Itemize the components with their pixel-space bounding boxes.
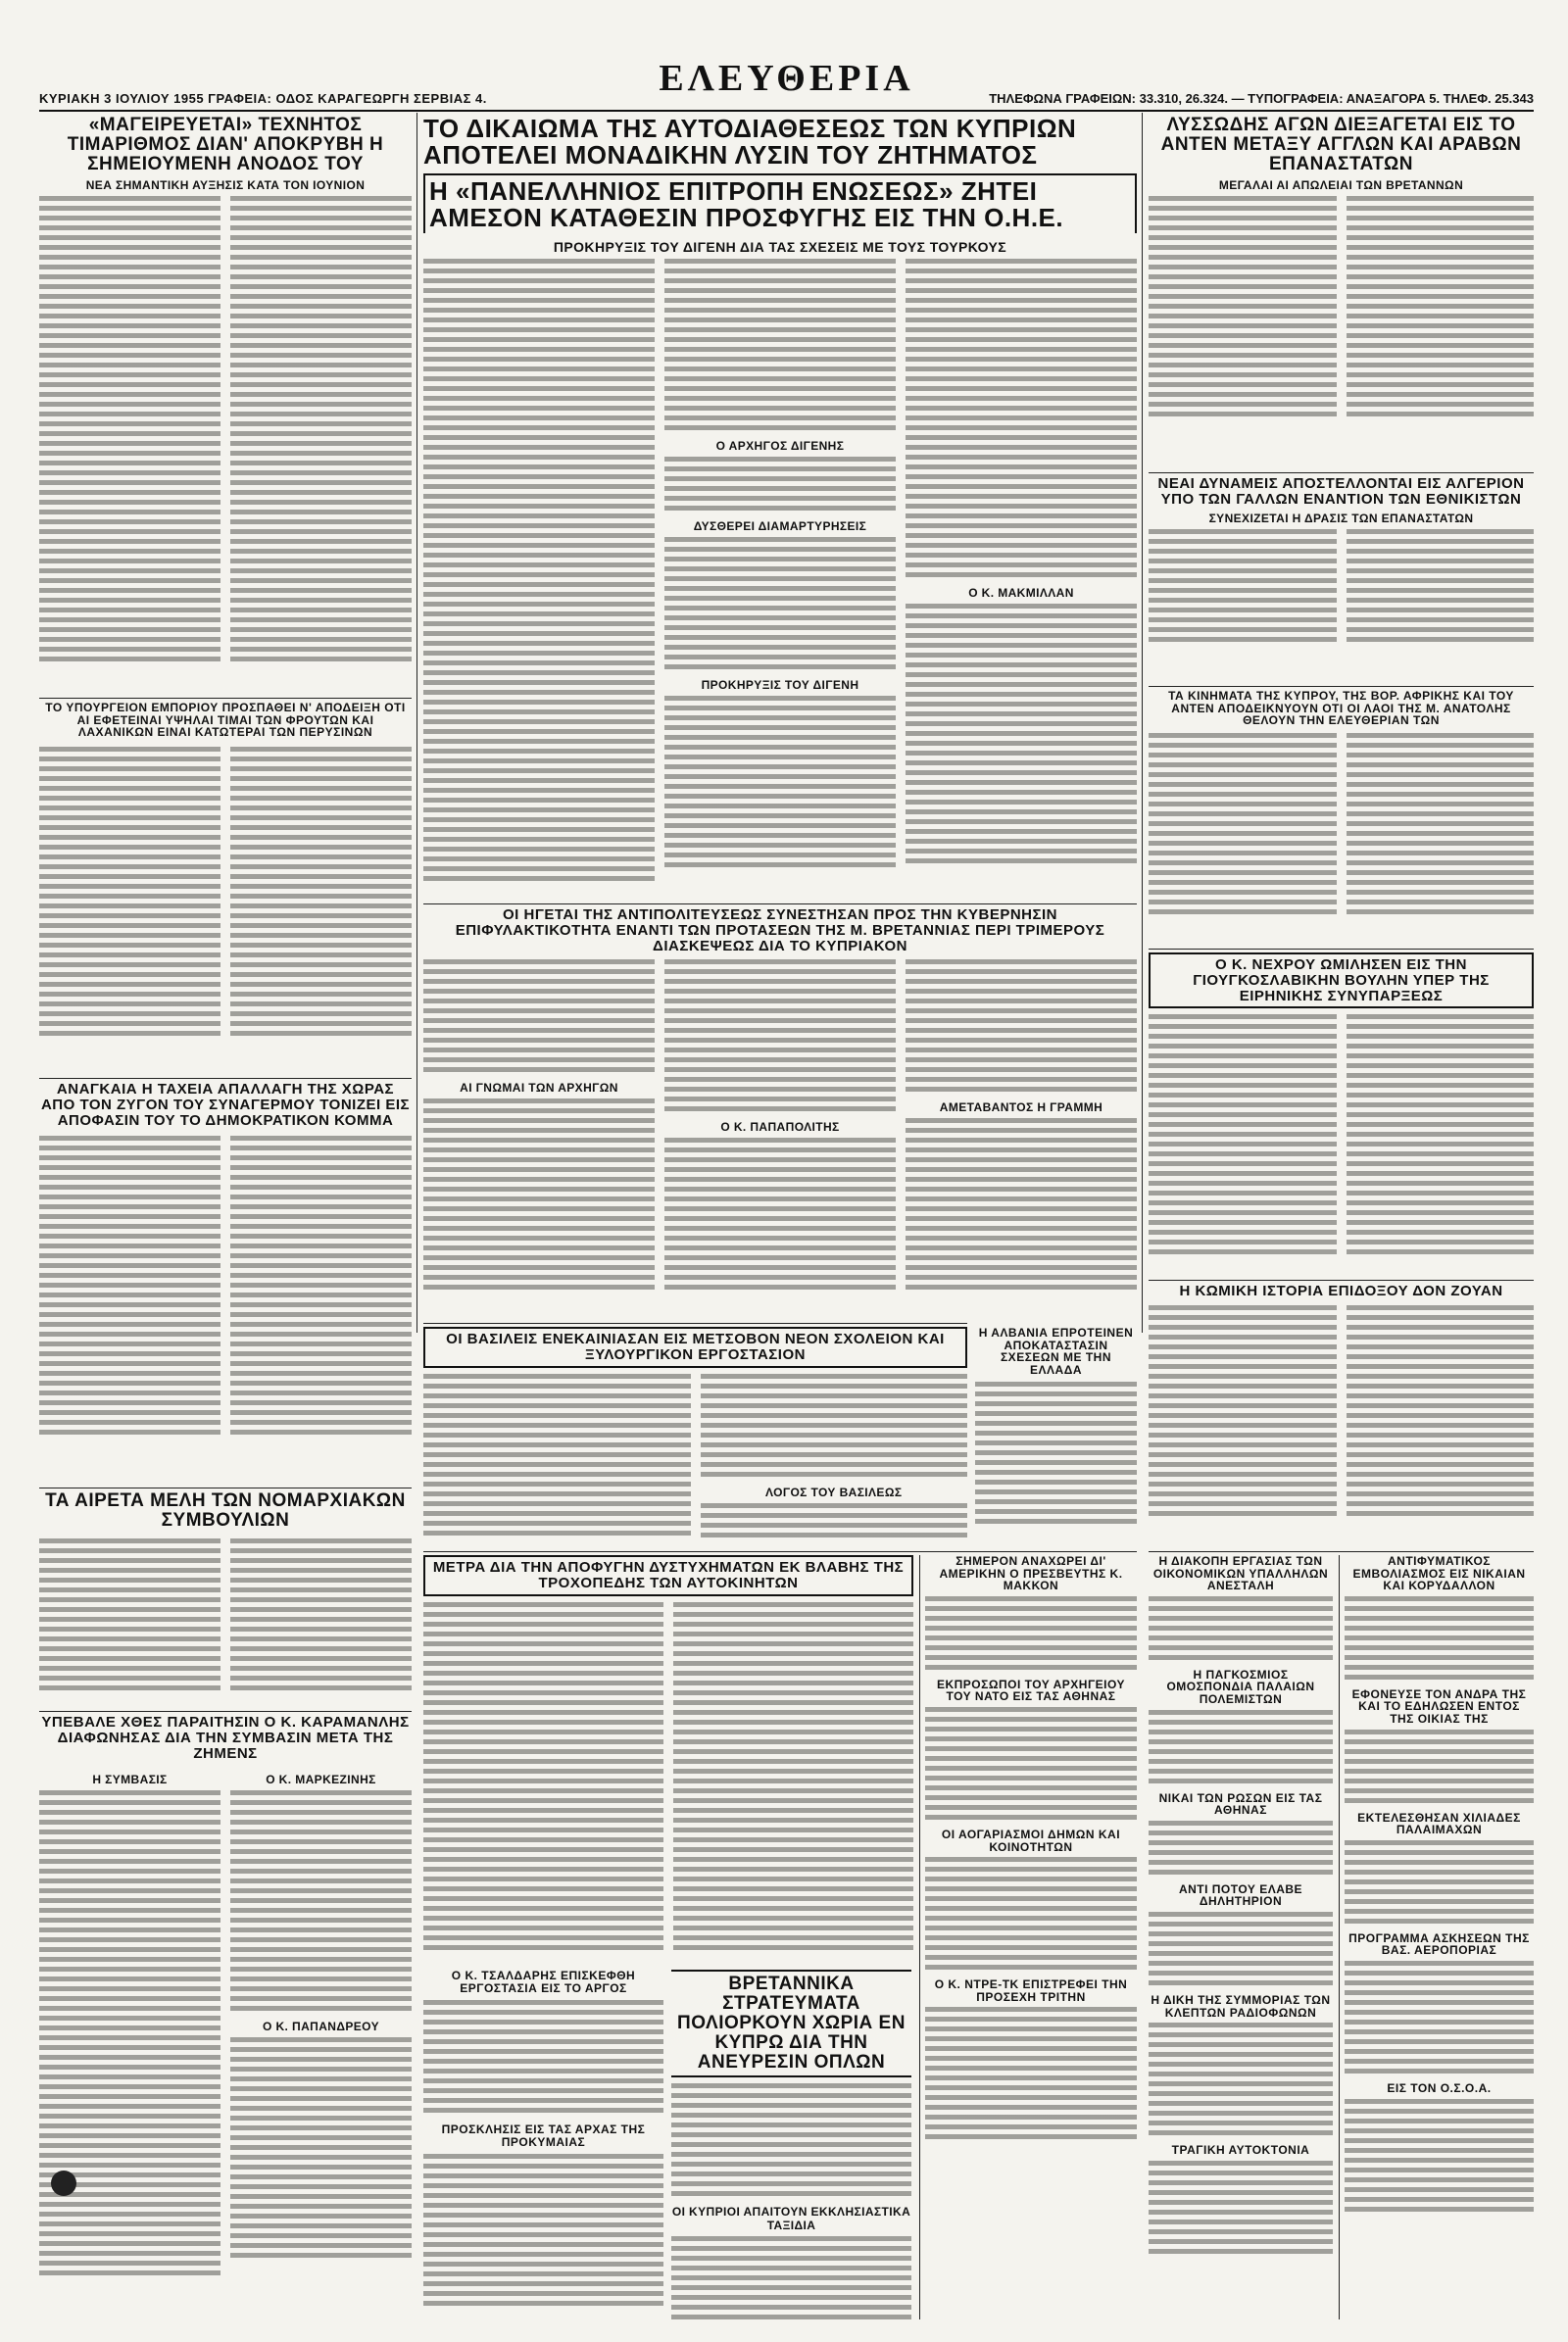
article-subheadline: ΑΙ ΓΝΩΜΑΙ ΤΩΝ ΑΡΧΗΓΩΝ: [460, 1081, 618, 1096]
article-headline: Η ΚΩΜΙΚΗ ΙΣΤΟΡΙΑ ΕΠΙΔΟΞΟΥ ΔΟΝ ΖΟΥΑΝ: [1179, 1284, 1503, 1299]
divider: [423, 1551, 1137, 1552]
article-headline: ΤΑ ΑΙΡΕΤΑ ΜΕΛΗ ΤΩΝ ΝΟΜΑΡΧΙΑΚΩΝ ΣΥΜΒΟΥΛΙΩΝ: [45, 1491, 406, 1531]
article-headline: ΜΕΤΡΑ ΔΙΑ ΤΗΝ ΑΠΟΦΥΓΗΝ ΔΥΣΤΥΧΗΜΑΤΩΝ ΕΚ ΒΛΑΒΗΣ ΤΗΣ ΤΡΟΧΟΠΕΔΗΣ ΤΩΝ ΑΥΤΟΚΙΝΗΤΩΝ: [423, 1555, 913, 1596]
article-headline: ΝΕΑΙ ΔΥΝΑΜΕΙΣ ΑΠΟΣΤΕΛΛΟΝΤΑΙ ΕΙΣ ΑΛΓΕΡΙΟΝ ΥΠΟ ΤΩΝ ΓΑΛΛΩΝ ΕΝΑΝΤΙΟΝ ΤΩΝ ΕΘΝΙΚΙΣΤΩΝ: [1157, 476, 1525, 508]
divider: [1149, 1551, 1534, 1552]
article-subheadline: Ο ΑΡΧΗΓΟΣ ΔΙΓΕΝΗΣ: [715, 439, 845, 453]
article-headline: ΑΝΤΙΦΥΜΑΤΙΚΟΣ ΕΜΒΟΛΙΑΣΜΟΣ ΕΙΣ ΝΙΚΑΙΑΝ ΚΑΙ ΚΟΡΥΔΑΛΛΟΝ: [1352, 1555, 1526, 1593]
article-headline: ΤΟ ΔΙΚΑΙΩΜΑ ΤΗΣ ΑΥΤΟΔΙΑΘΕΣΕΩΣ ΤΩΝ ΚΥΠΡΙΩΝ ΑΠΟΤΕΛΕΙ ΜΟΝΑΔΙΚΗΝ ΛΥΣΙΝ ΤΟΥ ΖΗΤΗΜΑΤΟΣ: [423, 116, 1077, 171]
article-albania: [975, 1327, 1137, 1547]
article-headline: Ο Κ. ΝΕΧΡΟΥ ΩΜΙΛΗΣΕΝ ΕΙΣ ΤΗΝ ΓΙΟΥΓΚΟΣΛΑΒΙΚΗΝ ΒΟΥΛΗΝ ΥΠΕΡ ΤΗΣ ΕΙΡΗΝΙΚΗΣ ΣΥΝΥΠΑΡΞΕΩΣ: [1149, 952, 1534, 1008]
divider: [39, 1078, 412, 1079]
dateline: ΚΥΡΙΑΚΗ 3 ΙΟΥΛΙΟΥ 1955 ΓΡΑΦΕΙΑ: ΟΔΟΣ ΚΑΡΑΓΕΩΡΓΗ ΣΕΡΒΙΑΣ 4.: [39, 91, 487, 106]
article-middle-east-movements: [1149, 690, 1534, 945]
article-headline: Η ΔΙΚΗ ΤΗΣ ΣΥΜΜΟΡΙΑΣ ΤΩΝ ΚΛΕΠΤΩΝ ΡΑΔΙΟΦΩΝΩΝ: [1151, 1992, 1331, 2020]
article-subheadline: Ο Κ. ΠΑΠΑΠΟΛΙΤΗΣ: [720, 1120, 840, 1135]
article-subheadline: ΣΥΝΕΧΙΖΕΤΑΙ Η ΔΡΑΣΙΣ ΤΩΝ ΕΠΑΝΑΣΤΑΤΩΝ: [1208, 511, 1474, 525]
column-divider: [919, 1555, 920, 2319]
article-tsaldaris-argos: [423, 1970, 663, 2322]
article-headline: ΤΡΑΓΙΚΗ ΑΥΤΟΚΤΟΝΙΑ: [1171, 2143, 1310, 2158]
article-headline: Ο Κ. ΝΤΡΕ-ΤΚ ΕΠΙΣΤΡΕΦΕΙ ΤΗΝ ΠΡΟΣΕΧΗ ΤΡΙΤΗΝ: [934, 1977, 1128, 2004]
article-vehicle-brakes: [423, 1555, 913, 1967]
article-headline: ΥΠΕΒΑΛΕ ΧΘΕΣ ΠΑΡΑΙΤΗΣΙΝ Ο Κ. ΚΑΡΑΜΑΝΛΗΣ ΔΙΑΦΩΝΗΣΑΣ ΔΙΑ ΤΗΝ ΣΥΜΒΑΣΙΝ ΜΕΤΑ ΤΗΣ ΖΗΜΕΝΣ: [41, 1715, 410, 1762]
article-subheadline: ΠΡΟΚΗΡΥΞΙΣ ΤΟΥ ΔΙΓΕΝΗ ΔΙΑ ΤΑΣ ΣΧΕΣΕΙΣ ΜΕ ΤΟΥΣ ΤΟΥΡΚΟΥΣ: [553, 239, 1007, 255]
divider: [39, 698, 412, 699]
article-headline: Η ΑΛΒΑΝΙΑ ΕΠΡΟΤΕΙΝΕΝ ΑΠΟΚΑΤΑΣΤΑΣΙΝ ΣΧΕΣΕΩΝ ΜΕ ΤΗΝ ΕΛΛΑΔΑ: [978, 1327, 1134, 1377]
article-cyprus-self-determination: [423, 116, 1137, 233]
masthead-contacts: ΤΗΛΕΦΩΝΑ ΓΡΑΦΕΙΩΝ: 33.310, 26.324. — ΤΥΠΟΓΡΑΦΕΙΑ: ΑΝΑΞΑΓΟΡΑ 5. ΤΗΛΕΦ. 25.343: [989, 91, 1534, 106]
article-headline: ΑΝΑΓΚΑΙΑ Η ΤΑΧΕΙΑ ΑΠΑΛΛΑΓΗ ΤΗΣ ΧΩΡΑΣ ΑΠΟ ΤΟΝ ΖΥΓΟΝ ΤΟΥ ΣΥΝΑΓΕΡΜΟΥ ΤΟΝΙΖΕΙ ΕΙΣ ΑΠΟΦΑΣΙΝ ΤΟΥ ΤΟ ΔΗΜΟΚΡΑΤΙΚΟΝ ΚΟΜΜΑ: [40, 1082, 411, 1129]
article-headline: ΛΥΣΣΩΔΗΣ ΑΓΩΝ ΔΙΕΞΑΓΕΤΑΙ ΕΙΣ ΤΟ ΑΝΤΕΝ ΜΕΤΑΞΥ ΑΓΓΛΩΝ ΚΑΙ ΑΡΑΒΩΝ ΕΠΑΝΑΣΤΑΤΩΝ: [1160, 116, 1522, 174]
article-headline: ΠΡΟΓΡΑΜΜΑ ΑΣΚΗΣΕΩΝ ΤΗΣ ΒΑΣ. ΑΕΡΟΠΟΡΙΑΣ: [1348, 1930, 1530, 1958]
article-headline-secondary: Η «ΠΑΝΕΛΛΗΝΙΟΣ ΕΠΙΤΡΟΠΗ ΕΝΩΣΕΩΣ» ΖΗΤΕΙ ΑΜΕΣΟΝ ΚΑΤΑΘΕΣΙΝ ΠΡΟΣΦΥΓΗΣ ΕΙΣ ΤΗΝ Ο.Η.Ε.: [423, 173, 1137, 233]
article-subheadline: ΛΟΓΟΣ ΤΟΥ ΒΑΣΙΛΕΩΣ: [765, 1485, 903, 1499]
article-subheadline: ΝΕΑ ΣΗΜΑΝΤΙΚΗ ΑΥΞΗΣΙΣ ΚΑΤΑ ΤΟΝ ΙΟΥΝΙΟΝ: [85, 177, 366, 192]
article-metsovo-school: [423, 1327, 967, 1547]
divider: [423, 1323, 967, 1324]
article-subheadline: ΟΙ ΚΥΠΡΙΟΙ ΑΠΑΙΤΟΥΝ ΕΚΚΛΗΣΙΑΣΤΙΚΑ ΤΑΞΙΔΙΑ: [671, 2204, 911, 2232]
newspaper-title: ΕΛΕΥΘΕΡΙΑ: [659, 58, 914, 99]
article-democratic-party: [39, 1082, 412, 1484]
article-headline: ΟΙ ΗΓΕΤΑΙ ΤΗΣ ΑΝΤΙΠΟΛΙΤΕΥΣΕΩΣ ΣΥΝΕΣΤΗΣΑΝ ΠΡΟΣ ΤΗΝ ΚΥΒΕΡΝΗΣΙΝ ΕΠΙΦΥΛΑΚΤΙΚΟΤΗΤΑ ΕΝΑΝΤΙ ΤΩΝ ΠΡΟΤΑΣΕΩΝ ΤΗΣ Μ. ΒΡΕΤΑΝΝΙΑΣ ΠΕΡΙ ΤΡΙΜΕΡΟΥΣ ΔΙΑΣΚΕΨΕΩΣ ΔΙΑ ΤΟ ΚΥΠΡΙΑΚΟΝ: [455, 907, 1105, 954]
divider: [1149, 1280, 1534, 1281]
article-headline: ΒΡΕΤΑΝΝΙΚΑ ΣΤΡΑΤΕΥΜΑΤΑ ΠΟΛΙΟΡΚΟΥΝ ΧΩΡΙΑ ΕΝ ΚΥΠΡΩ ΔΙΑ ΤΗΝ ΑΝΕΥΡΕΣΙΝ ΟΠΛΩΝ: [671, 1970, 911, 2077]
article-headline: «ΜΑΓΕΙΡΕΥΕΤΑΙ» ΤΕΧΝΗΤΟΣ ΤΙΜΑΡΙΘΜΟΣ ΔΙΑΝ' ΑΠΟΚΡΥΒΗ Η ΣΗΜΕΙΟΥΜΕΝΗ ΑΝΟΔΟΣ ΤΟΥ: [67, 116, 384, 174]
ink-blot-icon: [51, 2171, 76, 2196]
article-headline: ΟΙ ΒΑΣΙΛΕΙΣ ΕΝΕΚΑΙΝΙΑΣΑΝ ΕΙΣ ΜΕΤΣΟΒΟΝ ΝΕΟΝ ΣΧΟΛΕΙΟΝ ΚΑΙ ΞΥΛΟΥΡΓΙΚΟΝ ΕΡΓΟΣΤΑΣΙΟΝ: [423, 1327, 967, 1368]
article-nehru-yugoslavia: [1149, 952, 1534, 1276]
article-subheadline: ΔΥΣΘΕΡΕΙ ΔΙΑΜΑΡΤΥΡΗΣΕΙΣ: [693, 519, 867, 533]
article-algeria-forces: [1149, 476, 1534, 682]
article-headline: ΕΚΠΡΟΣΩΠΟΙ ΤΟΥ ΑΡΧΗΓΕΙΟΥ ΤΟΥ ΝΑΤΟ ΕΙΣ ΤΑΣ ΑΘΗΝΑΣ: [936, 1677, 1126, 1704]
article-headline: ΕΙΣ ΤΟΝ Ο.Σ.Ο.Α.: [1387, 2080, 1492, 2095]
article-subheadline: Ο Κ. ΠΑΠΑΝΔΡΕΟΥ: [263, 2020, 379, 2034]
masthead: [39, 57, 1534, 106]
article-don-juan: [1149, 1284, 1534, 1548]
article-headline: ΤΟ ΥΠΟΥΡΓΕΙΟΝ ΕΜΠΟΡΙΟΥ ΠΡΟΣΠΑΘΕΙ Ν' ΑΠΟΔΕΙΞΗ ΟΤΙ ΑΙ ΕΦΕΤΕΙΝΑΙ ΥΨΗΛΑΙ ΤΙΜΑΙ ΤΩΝ ΦΡΟΥΤΩΝ ΚΑΙ ΛΑΧΑΝΙΚΩΝ ΕΙΝΑΙ ΚΑΤΩΤΕΡΑΙ ΤΩΝ ΠΕΡΥΣΙΝΩΝ: [45, 702, 406, 740]
article-fruit-prices: [39, 702, 412, 1074]
article-headline: ΕΚΤΕΛΕΣΘΗΣΑΝ ΧΙΛΙΑΔΕΣ ΠΑΛΑΙΜΑΧΩΝ: [1357, 1810, 1521, 1837]
article-british-troops-cyprus: [671, 1970, 911, 2322]
article-subheadline: Η ΣΥΜΒΑΣΙΣ: [92, 1773, 168, 1787]
divider: [1149, 949, 1534, 950]
article-headline: Η ΔΙΑΚΟΠΗ ΕΡΓΑΣΙΑΣ ΤΩΝ ΟΙΚΟΝΟΜΙΚΩΝ ΥΠΑΛΛΗΛΩΝ ΑΝΕΣΤΑΛΗ: [1152, 1555, 1329, 1593]
article-headline: ΠΡΟΣΚΛΗΣΙΣ ΕΙΣ ΤΑΣ ΑΡΧΑΣ ΤΗΣ ΠΡΟΚΥΜΑΙΑΣ: [441, 2122, 646, 2149]
article-headline: ΑΝΤΙ ΠΟΤΟΥ ΕΛΑΒΕ ΔΗΛΗΤΗΡΙΟΝ: [1178, 1881, 1303, 1909]
masthead-rule: [39, 110, 1534, 112]
column-divider: [1339, 1555, 1340, 2319]
column-briefs-center: [925, 1555, 1137, 2319]
article-karamanlis-resignation: [39, 1715, 412, 2322]
article-subheadline: Ο Κ. ΜΑΚΜΙΛΛΑΝ: [968, 586, 1074, 600]
article-headline: Ο Κ. ΤΣΑΛΔΑΡΗΣ ΕΠΙΣΚΕΦΘΗ ΕΡΓΟΣΤΑΣΙΑ ΕΙΣ ΤΟ ΑΡΓΟΣ: [451, 1970, 636, 1995]
article-subheadline: ΑΜΕΤΑΒΑΝΤΟΣ Η ΓΡΑΜΜΗ: [939, 1100, 1103, 1115]
article-prefecture-councils: [39, 1491, 412, 1707]
article-headline: ΕΦΟΝΕΥΣΕ ΤΟΝ ΑΝΔΡΑ ΤΗΣ ΚΑΙ ΤΟ ΕΔΗΛΩΣΕΝ ΕΝΤΟΣ ΤΗΣ ΟΙΚΙΑΣ ΤΗΣ: [1351, 1686, 1527, 1726]
article-headline: ΝΙΚΑΙ ΤΩΝ ΡΩΣΩΝ ΕΙΣ ΤΑΣ ΑΘΗΝΑΣ: [1158, 1790, 1323, 1818]
article-aden-fighting: [1149, 116, 1534, 468]
article-subheadline: ΠΡΟΚΗΡΥΞΙΣ ΤΟΥ ΔΙΓΕΝΗ: [701, 678, 859, 692]
article-opposition-leaders: [423, 907, 1137, 1319]
article-headline: Η ΠΑΓΚΟΣΜΙΟΣ ΟΜΟΣΠΟΝΔΙΑ ΠΑΛΑΙΩΝ ΠΟΛΕΜΙΣΤΩΝ: [1166, 1667, 1315, 1706]
column-divider: [1142, 113, 1143, 1333]
article-consumer-price-index: [39, 116, 412, 694]
article-subheadline: Ο Κ. ΜΑΡΚΕΖΙΝΗΣ: [266, 1773, 376, 1787]
divider: [39, 1711, 412, 1712]
column-divider: [416, 113, 417, 1333]
column-briefs-right-a: [1149, 1555, 1333, 2319]
divider: [1149, 686, 1534, 687]
article-cyprus-body: [423, 235, 1137, 902]
article-headline: ΤΑ ΚΙΝΗΜΑΤΑ ΤΗΣ ΚΥΠΡΟΥ, ΤΗΣ ΒΟΡ. ΑΦΡΙΚΗΣ ΚΑΙ ΤΟΥ ΑΝΤΕΝ ΑΠΟΔΕΙΚΝΥΟΥΝ ΟΤΙ ΟΙ ΛΑΟΙ ΤΗΣ Μ. ΑΝΑΤΟΛΗΣ ΘΕΛΟΥΝ ΤΗΝ ΕΛΕΥΘΕΡΙΑΝ ΤΩΝ: [1168, 690, 1514, 728]
divider: [1149, 472, 1534, 473]
article-headline: ΣΗΜΕΡΟΝ ΑΝΑΧΩΡΕΙ ΔΙ' ΑΜΕΡΙΚΗΝ Ο ΠΡΕΣΒΕΥΤΗΣ Κ. ΜΑΚΚΟΝ: [939, 1555, 1123, 1593]
article-subheadline: ΜΕΓΑΛΑΙ ΑΙ ΑΠΩΛΕΙΑΙ ΤΩΝ ΒΡΕΤΑΝΝΩΝ: [1218, 177, 1464, 192]
divider: [423, 903, 1137, 904]
article-headline: ΟΙ ΑΟΓΑΡΙΑΣΜΟΙ ΔΗΜΩΝ ΚΑΙ ΚΟΙΝΟΤΗΤΩΝ: [941, 1827, 1121, 1854]
column-briefs-right-b: [1345, 1555, 1534, 2319]
